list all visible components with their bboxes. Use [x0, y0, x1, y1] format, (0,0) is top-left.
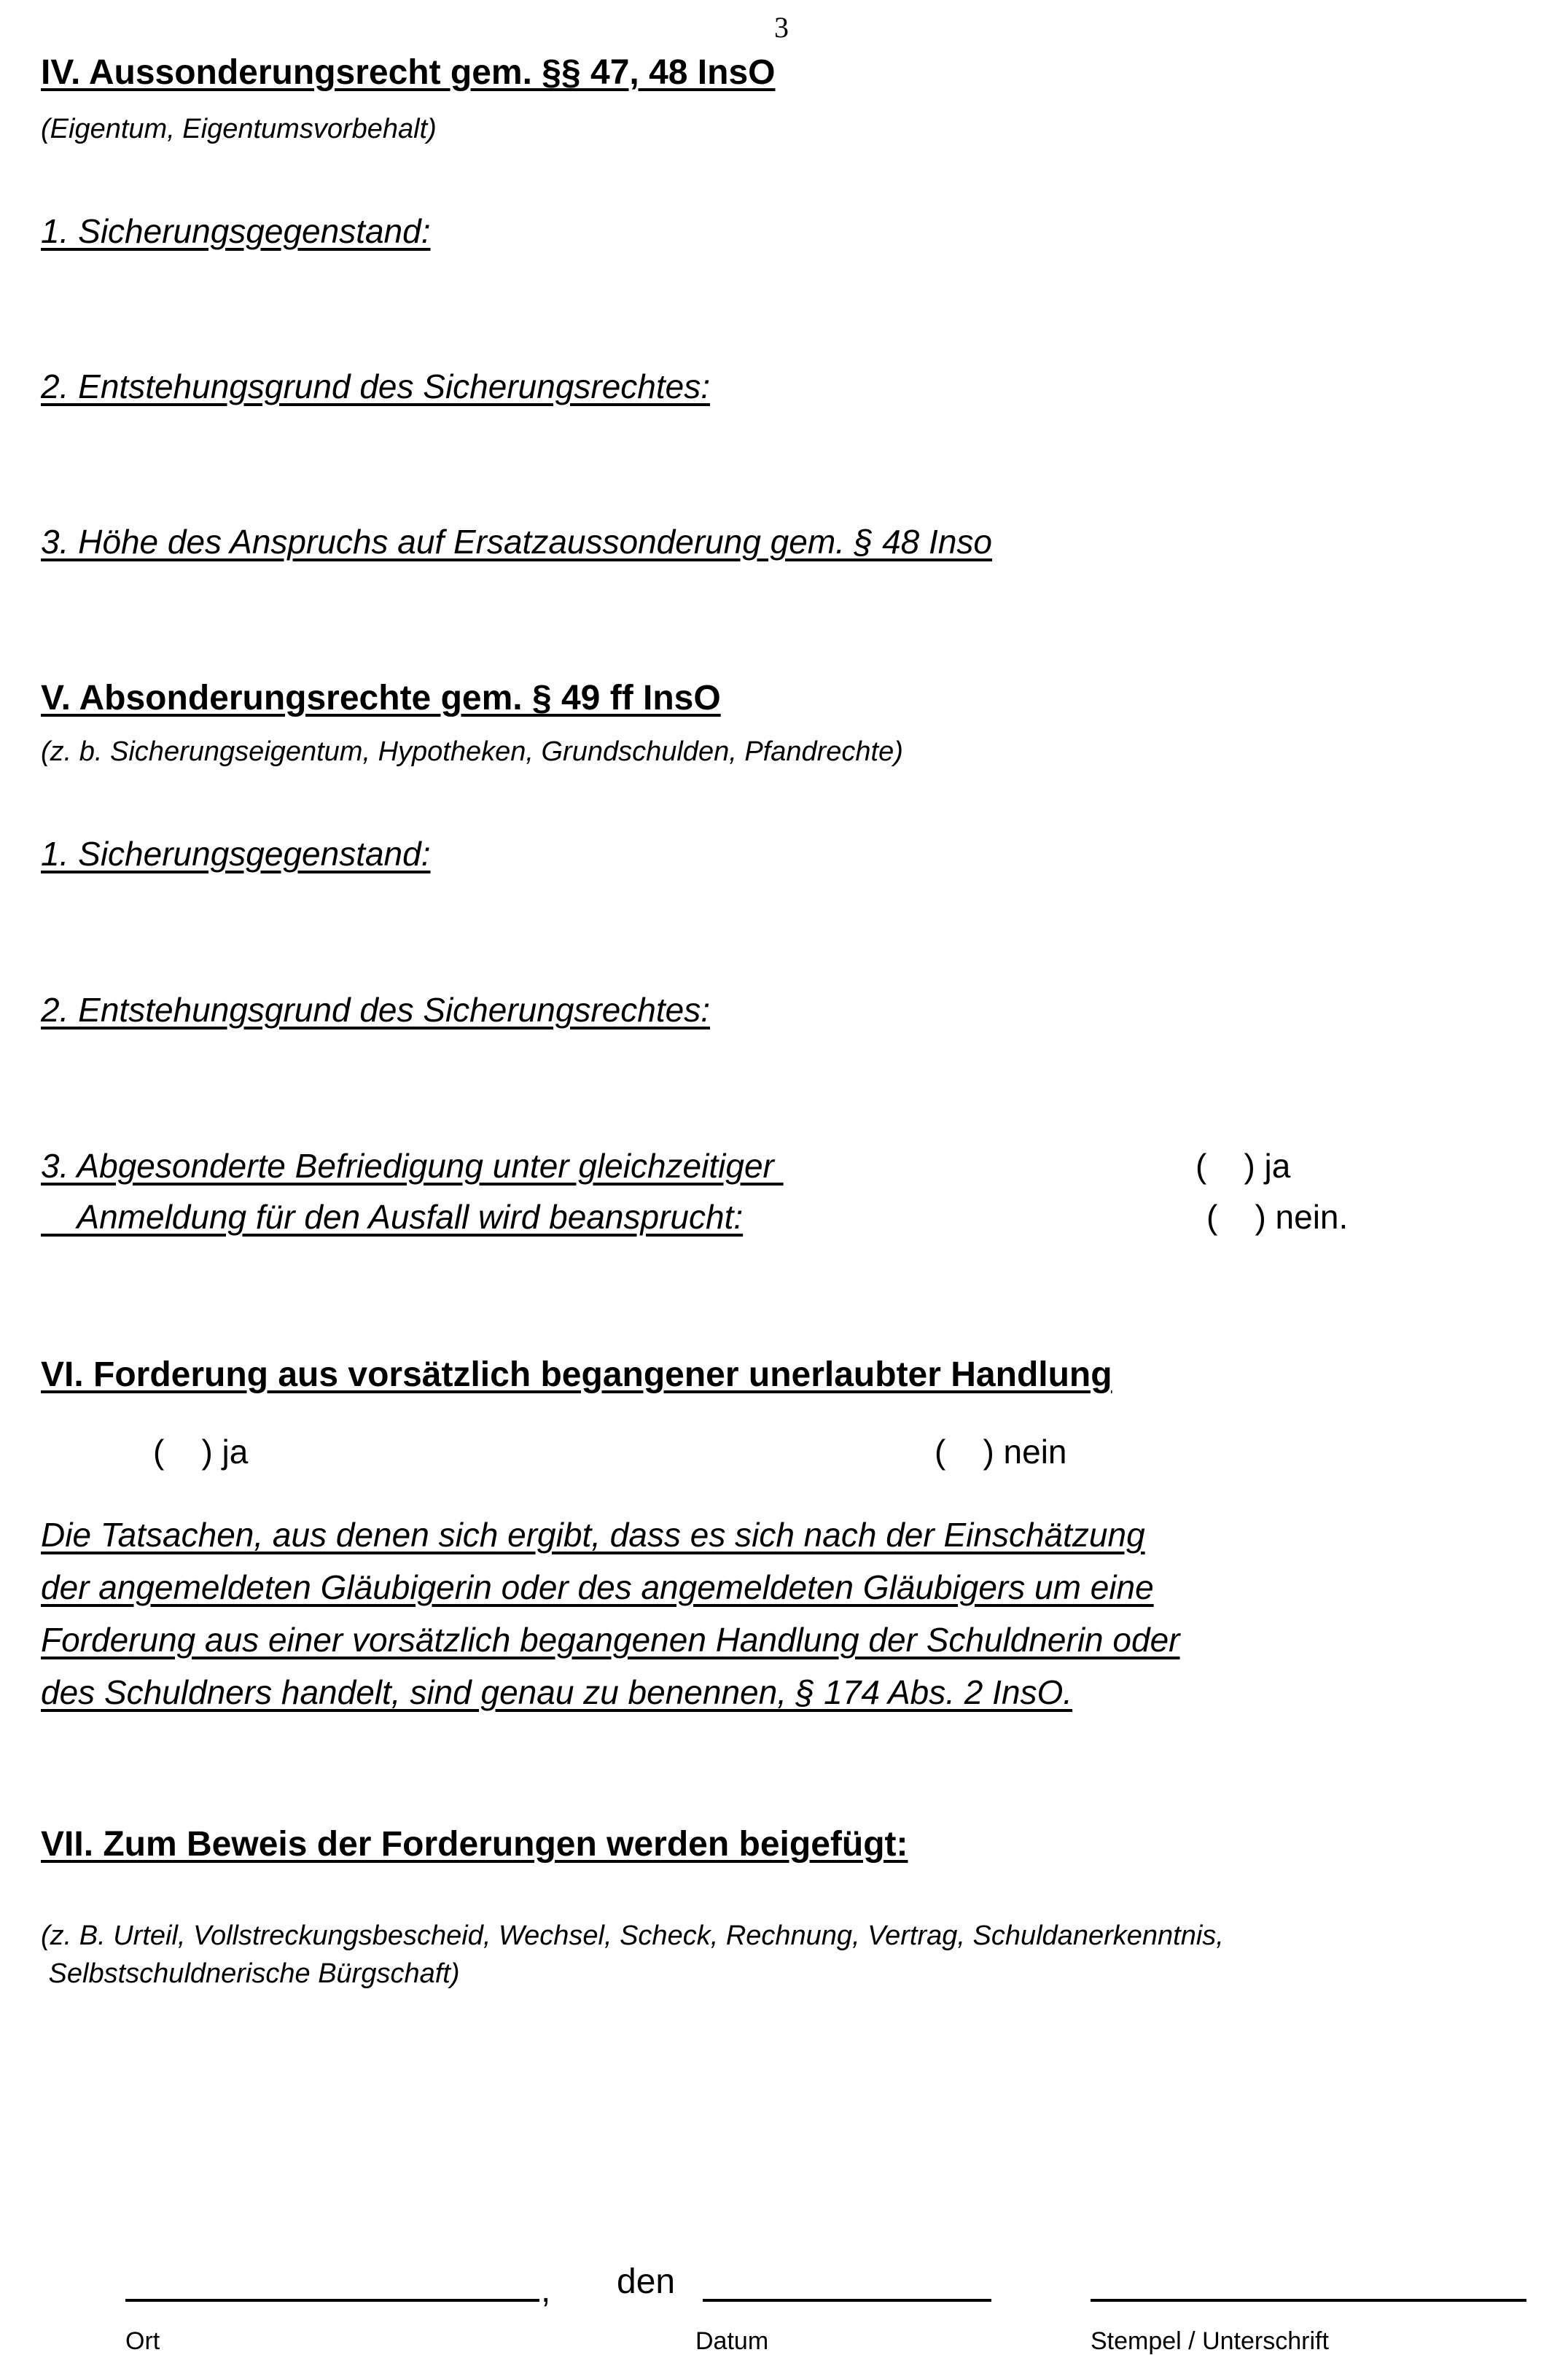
- section-iv-item-2: 2. Entstehungsgrund des Sicherungsrechtes:: [41, 367, 711, 405]
- section-v-item-1: 1. Sicherungsgegenstand:: [41, 835, 431, 873]
- stamp-signature-line[interactable]: [1091, 2299, 1526, 2302]
- page-number: 3: [774, 11, 789, 44]
- section-vi-paragraph-line: des Schuldners handelt, sind genau zu benennen, § 174 Abs. 2 InsO.: [41, 1673, 1073, 1711]
- section-v-item-3-line-2: Anmeldung für den Ausfall wird beansprucht:: [41, 1198, 744, 1236]
- section-iv-item-3: 3. Höhe des Anspruchs auf Ersatzaussonderung gem. § 48 Inso: [41, 523, 992, 561]
- section-v-option-yes[interactable]: ( ) ja: [1195, 1147, 1291, 1185]
- section-vi-option-no[interactable]: ( ) nein: [935, 1433, 1067, 1471]
- section-vi-paragraph-line: der angemeldeten Gläubigerin oder des angemeldeten Gläubigers um eine: [41, 1568, 1154, 1606]
- section-vii-note-line: (z. B. Urteil, Vollstreckungsbescheid, Wechsel, Scheck, Rechnung, Vertrag, Schuldanerkenntnis,: [41, 1920, 1224, 1951]
- section-iv-subtitle: (Eigentum, Eigentumsvorbehalt): [41, 114, 437, 144]
- signature-label: Stempel / Unterschrift: [1091, 2327, 1329, 2355]
- section-v-option-no[interactable]: ( ) nein.: [1206, 1198, 1349, 1236]
- section-vi-heading: VI. Forderung aus vorsätzlich begangener unerlaubter Handlung: [41, 1355, 1112, 1394]
- section-vi-paragraph-line: Die Tatsachen, aus denen sich ergibt, dass es sich nach der Einschätzung: [41, 1516, 1145, 1554]
- section-iv-heading: IV. Aussonderungsrecht gem. §§ 47, 48 InsO: [41, 53, 776, 92]
- section-iv-item-1: 1. Sicherungsgegenstand:: [41, 212, 431, 250]
- place-signature-line[interactable]: [125, 2299, 539, 2302]
- section-v-subtitle: (z. b. Sicherungseigentum, Hypotheken, Grundschulden, Pfandrechte): [41, 736, 903, 767]
- section-v-heading: V. Absonderungsrechte gem. § 49 ff InsO: [41, 679, 721, 717]
- date-label: Datum: [695, 2327, 769, 2355]
- section-vi-paragraph-line: Forderung aus einer vorsätzlich begangenen Handlung der Schuldnerin oder: [41, 1621, 1180, 1659]
- place-label: Ort: [125, 2327, 160, 2355]
- date-signature-line[interactable]: [703, 2299, 991, 2302]
- section-v-item-2: 2. Entstehungsgrund des Sicherungsrechtes:: [41, 991, 711, 1029]
- section-vi-option-yes[interactable]: ( ) ja: [153, 1433, 249, 1471]
- section-vii-note-line: Selbstschuldnerische Bürgschaft): [41, 1958, 460, 1989]
- den-label: den: [617, 2262, 676, 2301]
- place-comma: ,: [541, 2271, 551, 2310]
- section-v-item-3-line-1: 3. Abgesonderte Befriedigung unter gleichzeitiger: [41, 1147, 784, 1185]
- section-vii-heading: VII. Zum Beweis der Forderungen werden beigefügt:: [41, 1825, 908, 1864]
